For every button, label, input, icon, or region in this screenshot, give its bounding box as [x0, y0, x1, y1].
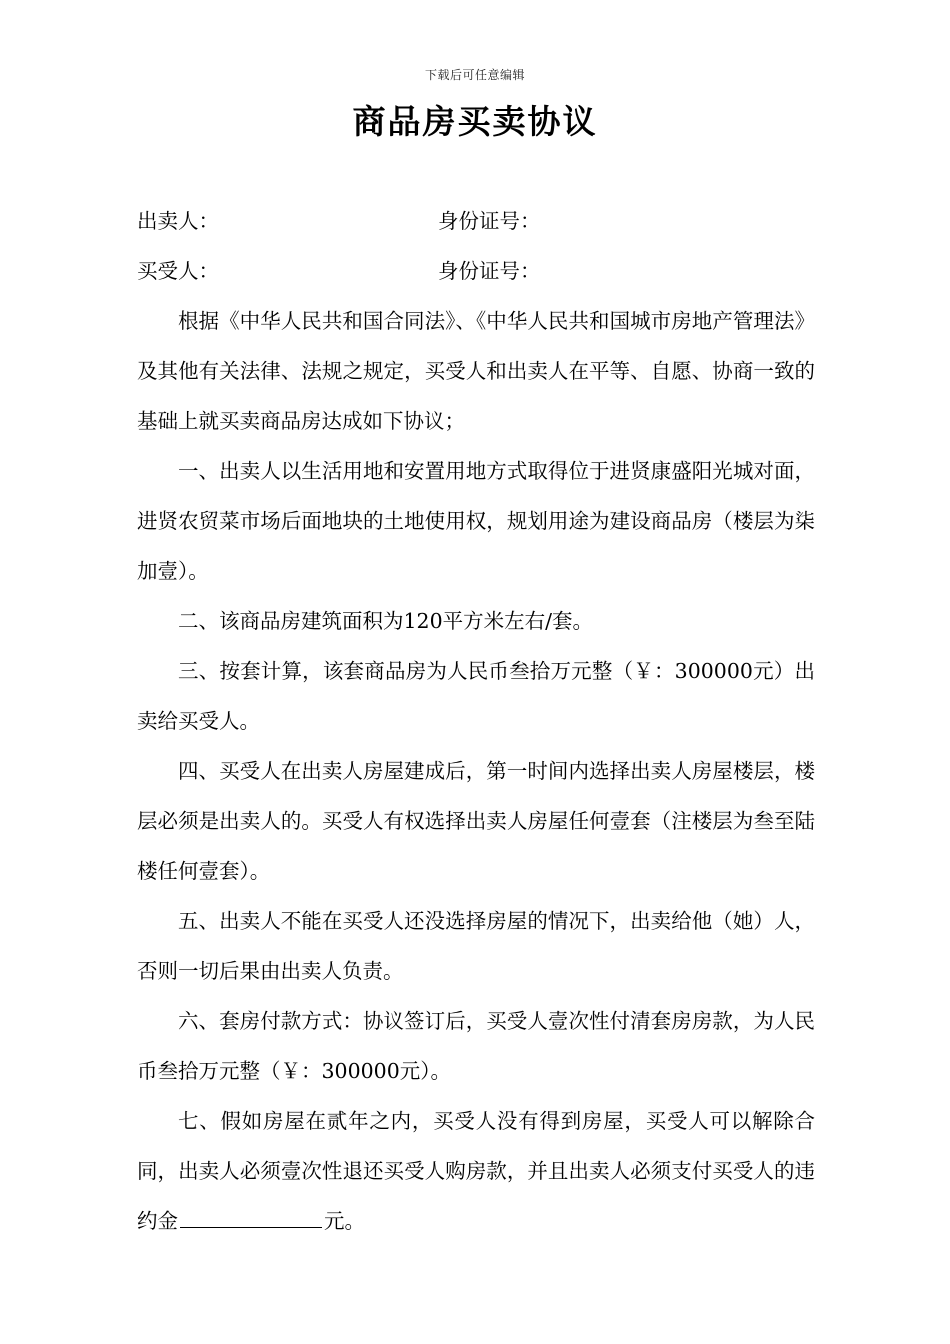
header-note: 下载后可任意编辑	[424, 68, 525, 82]
seller-label: 出卖人：	[137, 209, 219, 233]
penalty-amount-blank[interactable]	[180, 1205, 322, 1228]
clause-1: 一、出卖人以生活用地和安置用地方式取得位于进贤康盛阳光城对面，进贤农贸菜市场后面地块的土地使用权，规划用途为建设商品房（楼层为柒加壹）。	[137, 459, 815, 583]
clause-4: 四、买受人在出卖人房屋建成后，第一时间内选择出卖人房屋楼层，楼层必须是出卖人的。买受人有权选择出卖人房屋任何壹套（注楼层为叁至陆楼任何壹套）。	[137, 759, 815, 883]
buyer-id-label: 身份证号：	[438, 259, 541, 283]
intro-paragraph: 根据《中华人民共和国合同法》、《中华人民共和国城市房地产管理法》及其他有关法律、法规之规定，买受人和出卖人在平等、自愿、协商一致的基础上就买卖商品房达成如下协议；	[137, 309, 815, 433]
clause-7-suffix: 元。	[324, 1209, 365, 1233]
clause-3: 三、按套计算，该套商品房为人民币叁拾万元整（￥：300000元）出卖给买受人。	[137, 659, 815, 733]
seller-row	[137, 196, 815, 246]
buyer-row	[137, 246, 815, 296]
buyer-label: 买受人：	[137, 259, 219, 283]
clause-7	[137, 1096, 815, 1246]
clause-5: 五、出卖人不能在买受人还没选择房屋的情况下，出卖给他（她）人，否则一切后果由出卖人负责。	[137, 909, 815, 983]
seller-id-label: 身份证号：	[438, 209, 541, 233]
clause-2: 二、该商品房建筑面积为120平方米左右/套。	[178, 609, 594, 633]
clause-7-text: 七、假如房屋在贰年之内，买受人没有得到房屋，买受人可以解除合同，出卖人必须壹次性退还买受人购房款，并且出卖人必须支付买受人的违约金	[137, 1109, 815, 1233]
clause-6: 六、套房付款方式：协议签订后，买受人壹次性付清套房房款，为人民币叁拾万元整（￥：300000元）。	[137, 1009, 815, 1083]
document-title: 商品房买卖协议	[352, 102, 598, 141]
document-body	[137, 196, 815, 1246]
